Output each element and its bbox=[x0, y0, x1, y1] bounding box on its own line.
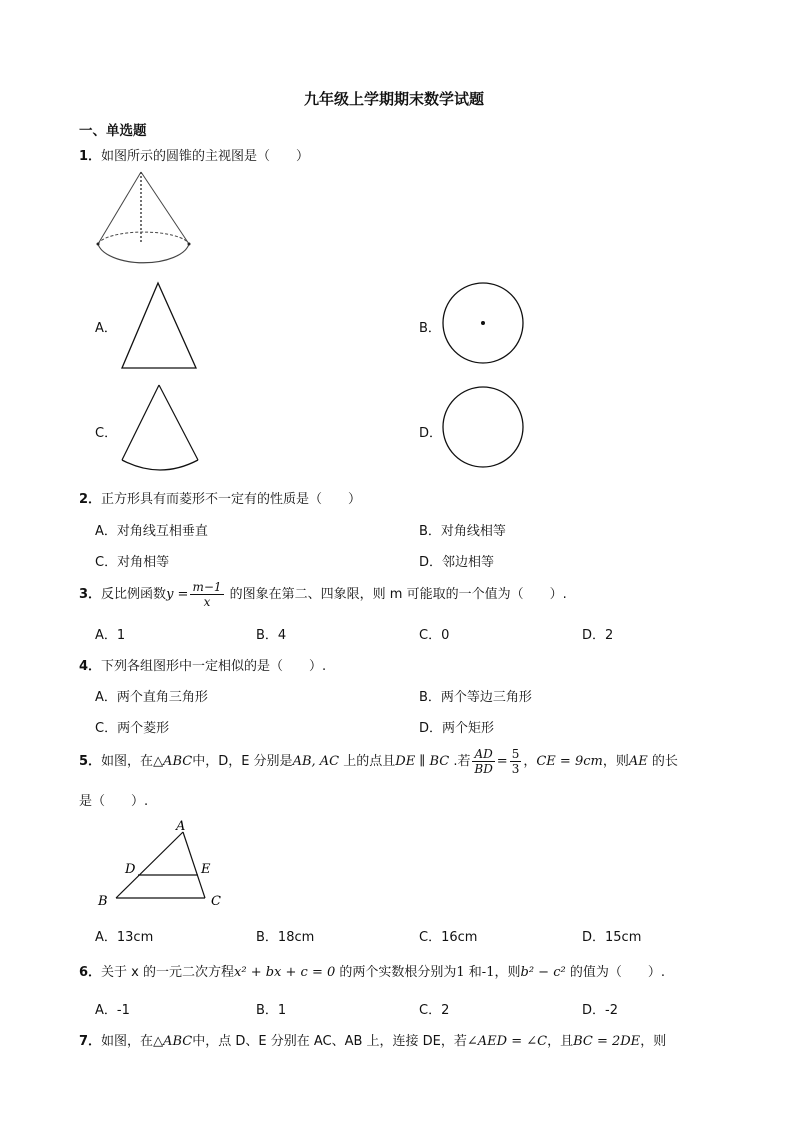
ratio-fraction bbox=[472, 747, 494, 776]
page-title: 九年级上学期期末数学试题 bbox=[304, 90, 485, 108]
question-text: 如图所示的圆锥的主视图是（ ） bbox=[101, 149, 310, 164]
question-text: 的两个实数根分别为 bbox=[339, 965, 457, 980]
question-text: 反比例函数 bbox=[101, 587, 167, 602]
section-heading: 一、单选题 bbox=[79, 123, 147, 139]
q5-option-d: D．15cm bbox=[582, 930, 642, 945]
ratio-value bbox=[510, 747, 522, 776]
vertex-c-label: C bbox=[211, 894, 221, 909]
question-2 bbox=[79, 488, 361, 507]
triangle-abc: △ABC bbox=[153, 754, 193, 769]
q3-option-a: A．1 bbox=[95, 628, 126, 643]
q6-option-c: C．2 bbox=[419, 1003, 450, 1018]
q4-option-a: A．两个直角三角形 bbox=[95, 690, 208, 705]
question-text: 如图，在 bbox=[101, 1034, 154, 1049]
question-text: 中，点 D、E 分别在 AC、AB 上，连接 DE，若 bbox=[192, 1034, 467, 1049]
question-text: 上的点且 bbox=[343, 754, 396, 769]
q1-option-c-sector bbox=[116, 382, 204, 474]
question-text: 关于 x 的一元二次方程 bbox=[101, 965, 235, 980]
cone-figure bbox=[93, 168, 197, 270]
question-number: 1． bbox=[79, 149, 102, 164]
fraction-denominator: 3 bbox=[511, 762, 520, 776]
question-7 bbox=[79, 1030, 666, 1049]
question-number: 3． bbox=[79, 587, 102, 602]
question-text: 的长 bbox=[651, 754, 678, 769]
question-text: 的值为（ ）. bbox=[569, 965, 665, 980]
q1-option-d-circle bbox=[440, 384, 528, 472]
vertex-a-label: A bbox=[176, 819, 186, 834]
fraction-denominator: BD bbox=[474, 762, 493, 776]
question-5-line2: 是（ ）. bbox=[79, 794, 149, 809]
q4-option-c: C．两个菱形 bbox=[95, 721, 170, 736]
question-number: 4． bbox=[79, 659, 102, 674]
triangle-figure bbox=[93, 816, 233, 912]
q6-option-a: A．-1 bbox=[95, 1003, 130, 1018]
q1-option-d-label: D． bbox=[419, 426, 443, 441]
question-number: 6． bbox=[79, 965, 102, 980]
question-text: .若 bbox=[453, 754, 471, 769]
point-d-label: D bbox=[125, 862, 136, 877]
q5-option-a: A．13cm bbox=[95, 930, 154, 945]
question-text: ，则 bbox=[602, 754, 629, 769]
question-3 bbox=[79, 578, 567, 612]
question-text: ，则 bbox=[640, 1034, 667, 1049]
fraction-denominator: x bbox=[203, 595, 211, 609]
function-fraction bbox=[190, 580, 223, 609]
q6-option-b: B．1 bbox=[256, 1003, 287, 1018]
q4-option-d: D．两个矩形 bbox=[419, 721, 495, 736]
point-e-label: E bbox=[201, 862, 211, 877]
q2-option-c: C．对角相等 bbox=[95, 555, 170, 570]
question-text: ，则 bbox=[494, 965, 521, 980]
function-lhs: y = bbox=[166, 587, 189, 602]
parallel-relation: DE ∥ BC bbox=[395, 754, 450, 769]
ce-length: CE = 9cm bbox=[536, 754, 603, 769]
sides: AB, AC bbox=[292, 754, 340, 769]
quadratic-equation: x² + bx + c = 0 bbox=[234, 965, 336, 980]
question-text-rest: 的图象在第二、四象限，则 m 可能取的一个值为（ ）. bbox=[229, 587, 567, 602]
question-text: 如图，在 bbox=[101, 754, 154, 769]
triangle-abc: △ABC bbox=[153, 1034, 193, 1049]
q1-option-c-label: C． bbox=[95, 426, 118, 441]
question-text: ，且 bbox=[547, 1034, 574, 1049]
q2-option-a: A．对角线互相垂直 bbox=[95, 524, 208, 539]
question-number: 5． bbox=[79, 754, 102, 769]
fraction-numerator: m−1 bbox=[192, 580, 222, 594]
q3-option-c: C．0 bbox=[419, 628, 450, 643]
question-number: 2． bbox=[79, 492, 102, 507]
question-4 bbox=[79, 655, 326, 674]
vertex-b-label: B bbox=[98, 894, 108, 909]
fraction-numerator: 5 bbox=[511, 747, 520, 761]
angle-relation: ∠AED = ∠C bbox=[466, 1034, 548, 1049]
length-relation: BC = 2DE bbox=[573, 1034, 641, 1049]
question-text: 下列各组图形中一定相似的是（ ）. bbox=[101, 659, 327, 674]
q4-option-b: B．两个等边三角形 bbox=[419, 690, 532, 705]
question-text: 正方形具有而菱形不一定有的性质是（ ） bbox=[101, 492, 362, 507]
q1-option-a-label: A． bbox=[95, 321, 117, 336]
question-text: 中，D，E 分别是 bbox=[192, 754, 293, 769]
ae-segment: AE bbox=[628, 754, 648, 769]
q5-option-b: B．18cm bbox=[256, 930, 315, 945]
equals-sign: = bbox=[496, 754, 508, 769]
roots: 1 和-1 bbox=[456, 965, 495, 980]
q3-option-b: B．4 bbox=[256, 628, 287, 643]
question-5 bbox=[79, 744, 678, 780]
expression: b² − c² bbox=[520, 965, 566, 980]
question-text: ， bbox=[523, 754, 537, 769]
q3-option-d: D．2 bbox=[582, 628, 614, 643]
question-6 bbox=[79, 961, 665, 980]
q1-option-b-label: B． bbox=[419, 321, 441, 336]
q5-option-c: C．16cm bbox=[419, 930, 478, 945]
question-1 bbox=[79, 145, 309, 164]
q1-option-a-triangle bbox=[118, 280, 204, 372]
question-number: 7． bbox=[79, 1034, 102, 1049]
q1-option-b-circle-with-center bbox=[440, 280, 528, 368]
q2-option-b: B．对角线相等 bbox=[419, 524, 506, 539]
fraction-numerator: AD bbox=[474, 747, 493, 761]
q6-option-d: D．-2 bbox=[582, 1003, 618, 1018]
q2-option-d: D．邻边相等 bbox=[419, 555, 495, 570]
